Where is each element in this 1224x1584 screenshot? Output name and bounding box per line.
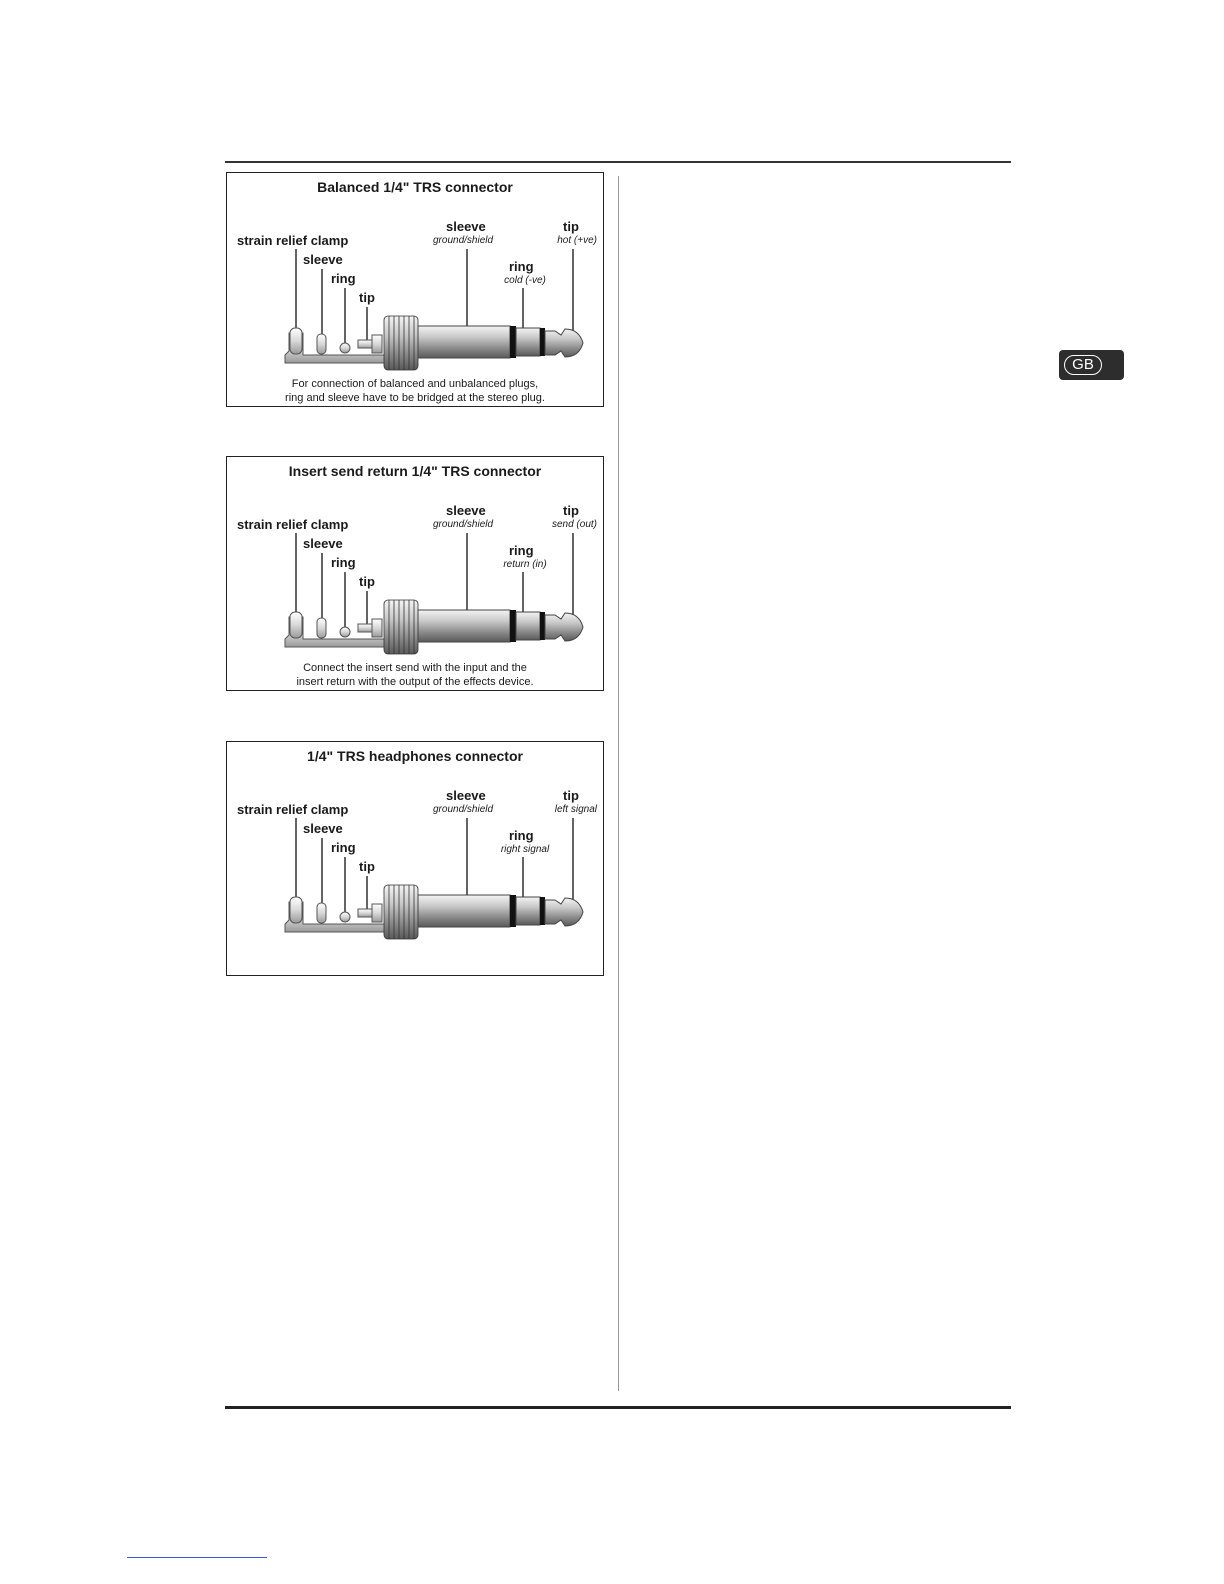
label-strain-relief-clamp: strain relief clamp: [237, 802, 349, 817]
label-back-sleeve: sleeve: [303, 252, 343, 267]
label-tip-function: send (out): [551, 519, 597, 530]
label-strain-relief-clamp: strain relief clamp: [237, 233, 349, 248]
trs-plug-illustration: [227, 457, 603, 690]
language-badge: [1059, 350, 1124, 380]
figure-title: 1/4" TRS headphones connector: [307, 748, 523, 764]
caption-line-2: insert return with the output of the effects device.: [296, 676, 534, 688]
label-ring: ring: [509, 259, 534, 274]
header-rule: [225, 161, 1011, 163]
label-back-ring: ring: [331, 555, 356, 570]
figure-caption: [227, 377, 603, 405]
label-back-tip: tip: [359, 859, 375, 874]
label-sleeve-function: ground/shield: [433, 804, 494, 815]
column-divider: [618, 176, 619, 1391]
caption-line-1: Connect the insert send with the input and the: [303, 662, 527, 674]
caption-line-1: For connection of balanced and unbalanced plugs,: [291, 378, 539, 390]
label-tip: tip: [563, 503, 579, 518]
label-back-ring: ring: [331, 271, 356, 286]
label-ring: ring: [509, 828, 534, 843]
footer-link-underline: [127, 1557, 267, 1558]
figure-insert-trs: [226, 456, 604, 691]
trs-plug-illustration: [227, 173, 603, 406]
trs-plug-illustration: [227, 742, 603, 975]
label-strain-relief-clamp: strain relief clamp: [237, 517, 349, 532]
label-ring-function: cold (-ve): [504, 275, 546, 286]
label-sleeve: sleeve: [446, 219, 486, 234]
label-ring-function: return (in): [503, 559, 547, 570]
language-badge-label: GB: [1064, 355, 1102, 375]
footer-rule: [225, 1406, 1011, 1409]
figure-headphones-trs: [226, 741, 604, 976]
label-tip-function: hot (+ve): [557, 235, 597, 246]
label-back-sleeve: sleeve: [303, 821, 343, 836]
label-tip-function: left signal: [554, 804, 597, 815]
label-back-sleeve: sleeve: [303, 536, 343, 551]
label-back-ring: ring: [331, 840, 356, 855]
label-tip: tip: [563, 219, 579, 234]
label-tip: tip: [563, 788, 579, 803]
label-back-tip: tip: [359, 574, 375, 589]
figure-title: Balanced 1/4" TRS connector: [317, 179, 513, 195]
figure-title: Insert send return 1/4" TRS connector: [288, 463, 542, 479]
label-ring-function: right signal: [500, 844, 550, 855]
label-back-tip: tip: [359, 290, 375, 305]
label-sleeve-function: ground/shield: [433, 519, 494, 530]
figure-caption: [227, 661, 603, 689]
caption-line-2: ring and sleeve have to be bridged at the stereo plug.: [285, 392, 545, 404]
label-sleeve: sleeve: [446, 788, 486, 803]
figure-balanced-trs: [226, 172, 604, 407]
label-ring: ring: [509, 543, 534, 558]
label-sleeve: sleeve: [446, 503, 486, 518]
label-sleeve-function: ground/shield: [433, 235, 494, 246]
